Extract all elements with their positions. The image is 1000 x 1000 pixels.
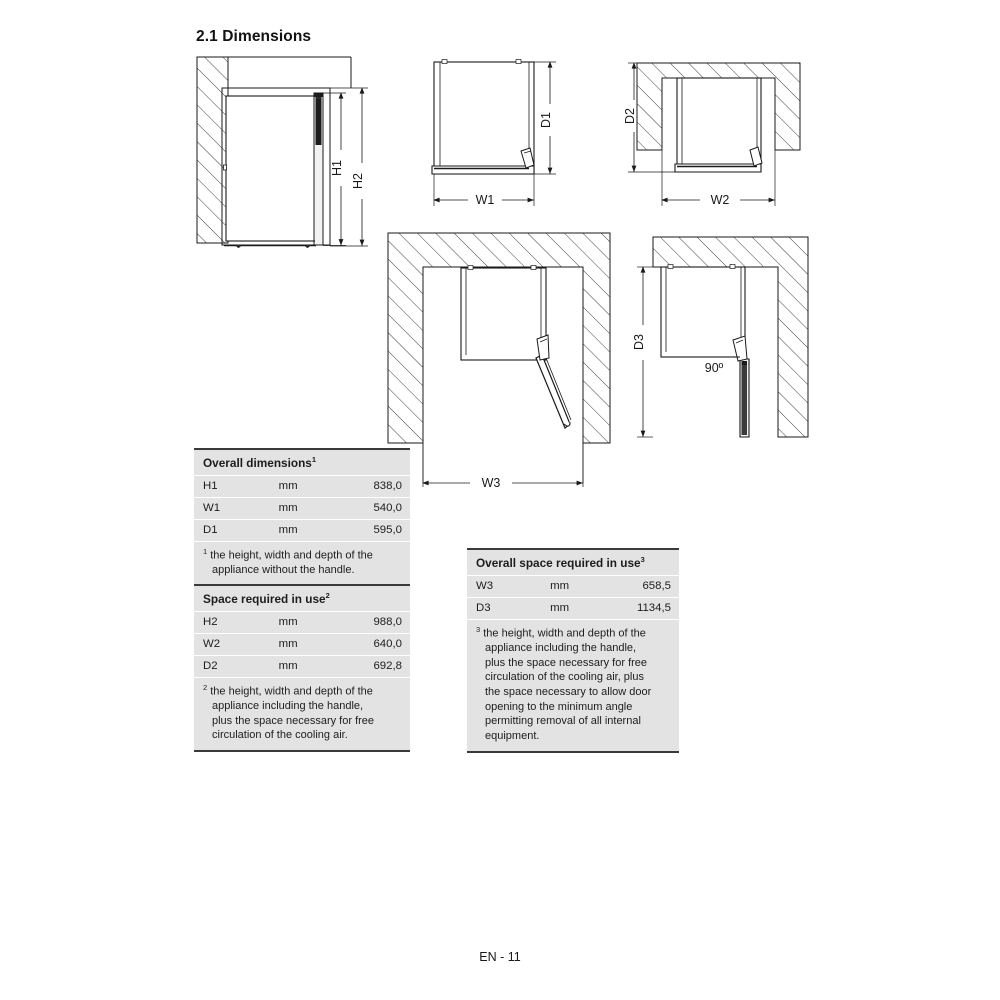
footnote-text	[203, 547, 402, 563]
row-value: 658,5	[642, 580, 671, 593]
footnote-line: the height, width and depth of the	[210, 685, 373, 698]
footnote-line: circulation of the cooling air, plus	[485, 671, 644, 684]
footnote-marker: 2	[203, 682, 208, 692]
table-row	[194, 612, 410, 634]
label-d1: D1	[539, 112, 553, 128]
table-row	[194, 656, 410, 678]
table-row	[467, 598, 679, 620]
table-row	[194, 498, 410, 520]
table-row	[467, 576, 679, 598]
row-unit: mm	[278, 480, 298, 493]
table-overall-dimensions	[194, 448, 410, 587]
label-d2: D2	[623, 108, 637, 124]
table-header-label: Overall dimensions	[203, 455, 312, 470]
row-symbol: D1	[203, 524, 218, 537]
label-w3: W3	[481, 476, 501, 490]
table-row	[194, 634, 410, 656]
row-symbol: W2	[203, 638, 221, 651]
front-view-drawing	[197, 57, 368, 248]
row-symbol: W1	[203, 502, 221, 515]
row-value: 595,0	[373, 524, 402, 537]
table-header-label: Space required in use	[203, 591, 326, 606]
top-view-d3-drawing	[637, 237, 808, 437]
row-symbol: H2	[203, 616, 218, 629]
footnote-line: plus the space necessary for free	[485, 656, 648, 669]
table-header-footnote-marker: 1	[311, 455, 317, 464]
row-unit: mm	[550, 602, 570, 615]
footnote-line: equipment.	[485, 729, 540, 742]
row-unit: mm	[278, 616, 298, 629]
table-header	[194, 586, 410, 612]
label-h2: H2	[351, 173, 365, 189]
footnote-text	[203, 683, 402, 699]
table-row	[194, 520, 410, 542]
footnote-line: appliance without the handle.	[212, 564, 355, 577]
row-unit: mm	[550, 580, 570, 593]
table-footnote	[194, 542, 410, 585]
footnote-line: opening to the minimum angle	[485, 700, 633, 713]
page-footer: EN - 11	[479, 950, 521, 964]
footnote-marker: 3	[476, 624, 481, 634]
footnote-line: permitting removal of all internal	[485, 715, 641, 728]
top-view-w1-d1-drawing	[432, 60, 556, 207]
footnote-text	[476, 625, 671, 641]
row-symbol: D2	[203, 660, 218, 673]
footnote-line: appliance including the handle,	[212, 700, 364, 713]
row-value: 1134,5	[636, 602, 671, 615]
top-view-w3-drawing	[388, 233, 610, 487]
row-value: 640,0	[373, 638, 402, 651]
table-header-footnote-marker: 2	[325, 591, 330, 600]
label-door-angle: 90º	[704, 361, 724, 375]
row-symbol: H1	[203, 480, 218, 493]
table-bottom-rule	[467, 751, 679, 753]
row-value: 540,0	[373, 502, 402, 515]
label-h1: H1	[330, 160, 344, 176]
table-space-required-in-use	[194, 584, 410, 752]
row-value: 988,0	[373, 616, 402, 629]
row-symbol: W3	[476, 580, 494, 593]
footnote-line: the height, width and depth of the	[210, 549, 373, 562]
table-header-footnote-marker: 3	[640, 555, 645, 564]
row-unit: mm	[278, 660, 298, 673]
footnote-line: the space necessary to allow door	[485, 686, 652, 699]
table-bottom-rule	[194, 750, 410, 752]
row-unit: mm	[278, 524, 298, 537]
row-unit: mm	[278, 638, 298, 651]
table-footnote	[467, 620, 679, 751]
table-header	[467, 550, 679, 576]
label-w2: W2	[710, 193, 730, 207]
footnote-line: plus the space necessary for free	[212, 714, 375, 727]
table-row	[194, 476, 410, 498]
row-value: 692,8	[373, 660, 402, 673]
row-unit: mm	[278, 502, 298, 515]
footnote-line: appliance including the handle,	[485, 642, 637, 655]
table-header	[194, 450, 410, 476]
top-view-w2-d2-drawing	[628, 63, 800, 206]
table-overall-space-required-in-use	[467, 548, 679, 753]
row-value: 838,0	[373, 480, 402, 493]
row-symbol: D3	[476, 602, 491, 615]
footnote-marker: 1	[203, 546, 208, 556]
page-title: 2.1 Dimensions	[196, 28, 312, 45]
footnote-line: the height, width and depth of the	[483, 627, 646, 640]
label-d3: D3	[632, 334, 646, 350]
table-header-label: Overall space required in use	[476, 555, 641, 570]
label-w1: W1	[475, 193, 495, 207]
table-footnote	[194, 678, 410, 750]
footnote-line: circulation of the cooling air.	[212, 729, 348, 742]
